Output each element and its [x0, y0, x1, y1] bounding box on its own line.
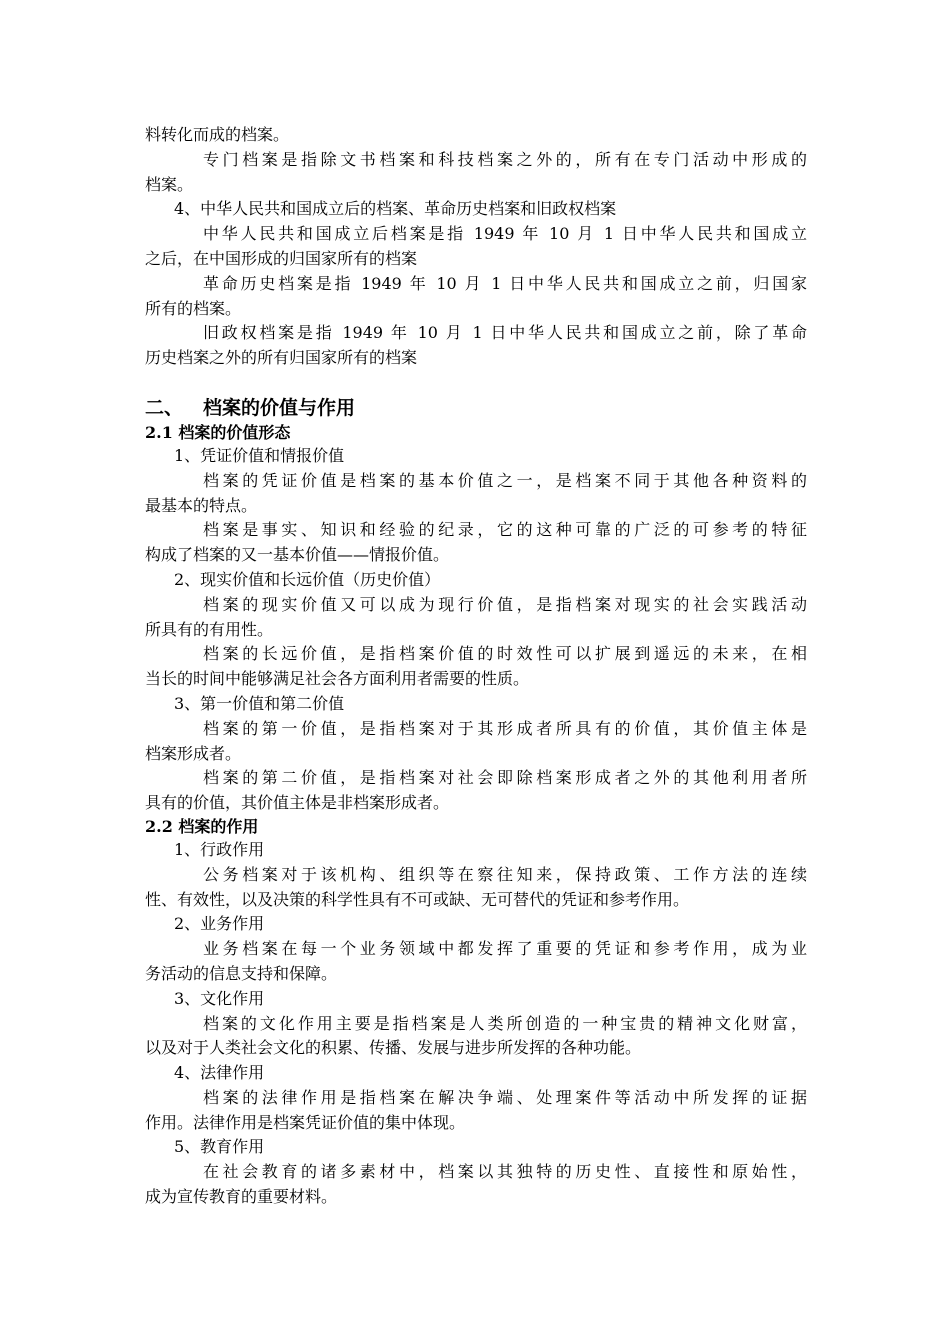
list-item: 5、教育作用 [174, 1137, 265, 1157]
paragraph-line: 档案的凭证价值是档案的基本价值之一，是档案不同于其他各种资料的 [203, 470, 807, 490]
body-text: 性、有效性，以及决策的科学性具有不可或缺、无可替代的凭证和参考作用。 [145, 889, 690, 909]
body-text: 所有的档案。 [145, 298, 242, 318]
subsection-heading: 2.1 档案的价值形态 [145, 422, 291, 442]
paragraph-line: 档案是事实、知识和经验的纪录，它的这种可靠的广泛的可参考的特征 [203, 520, 807, 540]
body-text: 档案。 [145, 174, 194, 194]
section-heading [145, 395, 807, 422]
body-text: 档案形成者。 [145, 743, 242, 763]
body-text: 料转化而成的档案。 [145, 125, 290, 144]
body-text: 所具有的有用性。 [145, 619, 274, 639]
paragraph-line: 档案的现实价值又可以成为现行价值，是指档案对现实的社会实践活动 [203, 594, 807, 614]
section-gap [145, 371, 807, 395]
body-text: 最基本的特点。 [145, 495, 258, 515]
body-text: 务活动的信息支持和保障。 [145, 963, 338, 983]
body-text: 之后，在中国形成的归国家所有的档案 [145, 248, 418, 268]
list-item: 3、第一价值和第二价值 [174, 693, 345, 713]
body-text: 构成了档案的又一基本价值——情报价值。 [145, 545, 450, 565]
list-item: 2、业务作用 [174, 914, 265, 934]
list-item: 3、文化作用 [174, 988, 265, 1008]
list-item: 1、凭证价值和情报价值 [174, 445, 345, 465]
list-item: 4、法律作用 [174, 1063, 265, 1083]
body-text: 成为宣传教育的重要材料。 [145, 1187, 338, 1207]
paragraph-line: 专门档案是指除文书档案和科技档案之外的，所有在专门活动中形成的 [203, 149, 807, 169]
body-text: 以及对于人类社会文化的积累、传播、发展与进步所发挥的各种功能。 [145, 1038, 642, 1058]
list-item: 4、中华人民共和国成立后的档案、革命历史档案和旧政权档案 [174, 199, 617, 219]
paragraph-line: 公务档案对于该机构、组织等在察往知来，保持政策、工作方法的连续 [203, 864, 807, 884]
document-page [145, 123, 807, 1210]
paragraph-line: 档案的第二价值，是指档案对社会即除档案形成者之外的其他利用者所 [203, 768, 807, 788]
paragraph-line: 在社会教育的诸多素材中，档案以其独特的历史性、直接性和原始性， [203, 1162, 807, 1182]
paragraph-line: 档案的法律作用是指档案在解决争端、处理案件等活动中所发挥的证据 [203, 1087, 807, 1107]
paragraph-line: 中华人民共和国成立后档案是指 1949 年 10 月 1 日中华人民共和国成立 [203, 224, 807, 244]
list-item: 1、行政作用 [174, 839, 265, 859]
paragraph-line: 档案的第一价值，是指档案对于其形成者所具有的价值，其价值主体是 [203, 718, 807, 738]
body-text: 作用。法律作用是档案凭证价值的集中体现。 [145, 1112, 466, 1132]
body-text: 当长的时间中能够满足社会各方面利用者需要的性质。 [145, 669, 530, 689]
subsection-heading: 2.2 档案的作用 [145, 816, 259, 836]
body-text: 历史档案之外的所有归国家所有的档案 [145, 348, 418, 368]
body-text: 具有的价值，其价值主体是非档案形成者。 [145, 793, 450, 813]
paragraph-line: 档案的长远价值，是指档案价值的时效性可以扩展到遥远的未来，在相 [203, 644, 807, 664]
paragraph-line: 旧政权档案是指 1949 年 10 月 1 日中华人民共和国成立之前，除了革命 [203, 323, 807, 343]
section-number: 二、 [145, 396, 184, 419]
paragraph-line: 档案的文化作用主要是指档案是人类所创造的一种宝贵的精神文化财富， [203, 1013, 807, 1033]
paragraph-line: 革命历史档案是指 1949 年 10 月 1 日中华人民共和国成立之前，归国家 [203, 273, 807, 293]
paragraph-line: 业务档案在每一个业务领域中都发挥了重要的凭证和参考作用，成为业 [203, 939, 807, 959]
list-item: 2、现实价值和长远价值（历史价值） [174, 569, 441, 589]
section-title: 档案的价值与作用 [203, 396, 356, 419]
